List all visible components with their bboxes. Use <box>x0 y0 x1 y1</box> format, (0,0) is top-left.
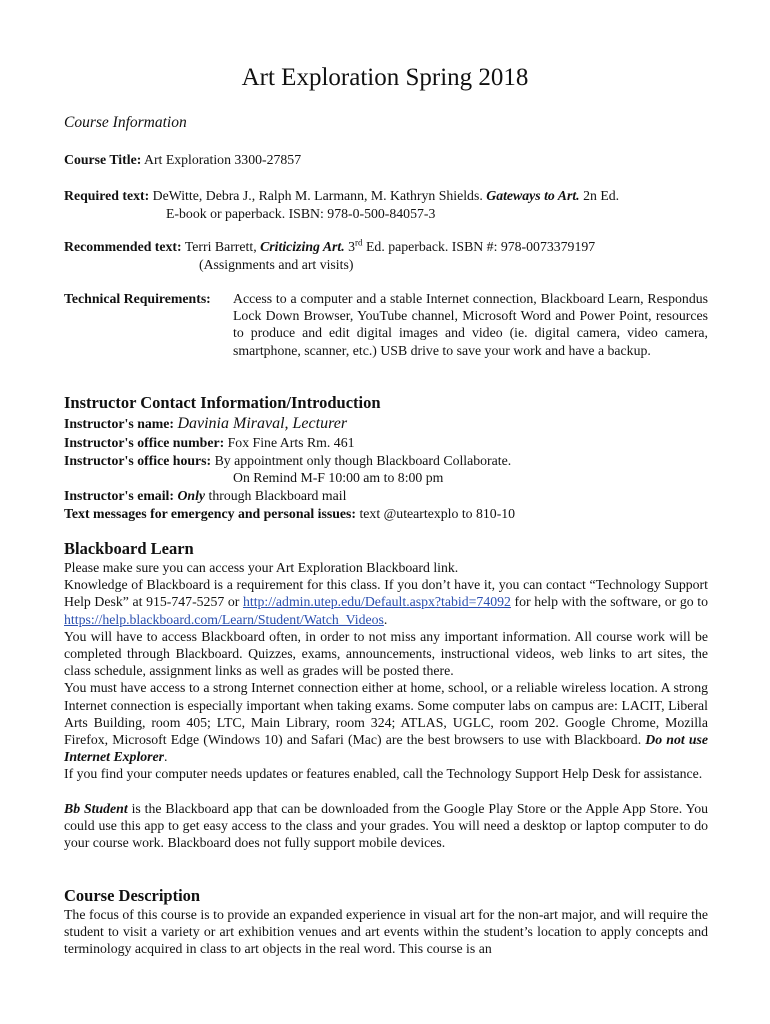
instructor-hours-value: By appointment only though Blackboard Collaborate. <box>211 453 512 468</box>
required-text-isbn: E-book or paperback. ISBN: 978-0-500-84057-3 <box>166 206 436 221</box>
technical-text: Access to a computer and a stable Internet connection, Blackboard Learn, Respondus Lock Down Browser, YouTube channel, Microsoft Word and Power Point, resources to produce and edit digital images and video (ie. digital camera, video camera, smartphone, scanner, etc.) USB drive to save your work and have a backup. <box>233 291 708 358</box>
blackboard-p4 <box>64 679 708 765</box>
instructor-hours-line <box>64 452 511 469</box>
instructor-email-line <box>64 487 346 504</box>
required-text-line <box>64 187 619 204</box>
technical-label: Technical Requirements: <box>64 291 211 306</box>
instructor-email-only: Only <box>177 488 206 503</box>
blackboard-ie-warning: Do not use Internet Explorer <box>64 732 708 765</box>
page-title: Art Exploration Spring 2018 <box>241 64 529 91</box>
recommended-text-line <box>64 238 595 255</box>
blackboard-p6 <box>64 800 708 852</box>
recommended-text-edition: 3 <box>344 239 356 254</box>
recommended-text-book: Criticizing Art. <box>260 239 345 254</box>
recommended-text-author: Terri Barrett, <box>181 239 261 254</box>
course-title-line <box>64 151 301 168</box>
instructor-heading: Instructor Contact Information/Introduction <box>64 393 381 412</box>
blackboard-videos-link[interactable]: https://help.blackboard.com/Learn/Student/Watch_Videos <box>64 611 384 627</box>
required-text-book: Gateways to Art. <box>486 188 580 203</box>
instructor-text-value: text @uteartexplo to 810-10 <box>356 506 516 521</box>
instructor-text-line <box>64 505 515 522</box>
blackboard-body <box>64 559 708 851</box>
blackboard-p3: You will have to access Blackboard often, in order to not miss any important information. All course work will be completed through Blackboard. Quizzes, exams, announcements, instructional videos, web links to art sites, the class schedule, assignment links as well as grades will be posted there. <box>64 628 708 679</box>
instructor-hours-label: Instructor's office hours: <box>64 453 212 468</box>
required-text-edition: 2n Ed. <box>579 188 620 203</box>
blackboard-p6-text: is the Blackboard app that can be downloaded from the Google Play Store or the Apple App Store. You could use this app to get easy access to the class and your grades. You will need a desktop or laptop computer to do your course work. Blackboard does not fully support mobile devices. <box>64 800 708 851</box>
recommended-text-sup: rd <box>355 237 363 248</box>
required-text-label: Required text: <box>64 188 150 203</box>
technical-label-line <box>64 290 211 307</box>
required-text-authors: DeWitte, Debra J., Ralph M. Larmann, M. Kathryn Shields. <box>149 188 487 203</box>
course-title-value: Art Exploration 3300-27857 <box>141 152 302 167</box>
instructor-hours-remind: On Remind M-F 10:00 am to 8:00 pm <box>233 470 444 485</box>
bb-student-app: Bb Student <box>64 800 128 816</box>
recommended-text-label: Recommended text: <box>64 239 182 254</box>
blackboard-p5: If you find your computer needs updates or features enabled, call the Technology Support Help Desk for assistance. <box>64 766 703 782</box>
recommended-text-isbn: Ed. paperback. ISBN #: 978-0073379197 <box>362 239 596 254</box>
course-info-heading: Course Information <box>64 114 187 131</box>
blackboard-p2 <box>64 576 708 628</box>
instructor-office-value: Fox Fine Arts Rm. 461 <box>224 435 355 450</box>
blackboard-p1: Please make sure you can access your Art Exploration Blackboard link. <box>64 560 459 575</box>
blackboard-p2-text: Knowledge of Blackboard is a requirement for this class. If you don’t have it, you can contact “Technology Support Help Desk” at 915-747-5257 or <box>64 577 708 610</box>
instructor-office-label: Instructor's office number: <box>64 435 225 450</box>
helpdesk-link[interactable]: http://admin.utep.edu/Default.aspx?tabid=74092 <box>242 594 511 610</box>
instructor-name-line <box>64 415 347 432</box>
paragraph-spacer <box>64 783 708 800</box>
instructor-office-line <box>64 434 355 451</box>
blackboard-p2-mid: for help with the software, or go to <box>510 594 708 610</box>
instructor-email-label: Instructor's email: <box>64 488 174 503</box>
blackboard-p4-text: You must have access to a strong Internet connection either at home, school, or a reliable wireless location. A strong Internet connection is especially important when taking exams. Some computer labs on campus are: LACIT, Liberal Arts Building, room 405; LTC, Main Library, room 324; ATLAS, UGLC, room 202. Google Chrome, Mozilla Firefox, Microsoft Edge (Windows 10) and Safari (Mac) are the best browsers to use with Blackboard. <box>64 680 708 748</box>
instructor-text-label: Text messages for emergency and personal issues: <box>64 506 357 521</box>
instructor-name-label: Instructor's name: <box>64 416 174 431</box>
course-title-label: Course Title: <box>64 152 142 167</box>
recommended-text-note: (Assignments and art visits) <box>199 257 354 272</box>
blackboard-p4-end: . <box>164 749 168 765</box>
blackboard-heading: Blackboard Learn <box>64 539 194 558</box>
course-description-text: The focus of this course is to provide an expanded experience in visual art for the non-art major, and will require the student to visit a variety or art exhibition venues and art events within the student’s location to apply concepts and terminology acquired in class to art objects in the real word. This course is an <box>64 907 708 957</box>
course-description-heading: Course Description <box>64 886 201 905</box>
blackboard-p2-end: . <box>383 611 388 627</box>
instructor-email-value: through Blackboard mail <box>205 488 347 503</box>
instructor-name-value: Davinia Miraval, Lecturer <box>177 415 348 432</box>
